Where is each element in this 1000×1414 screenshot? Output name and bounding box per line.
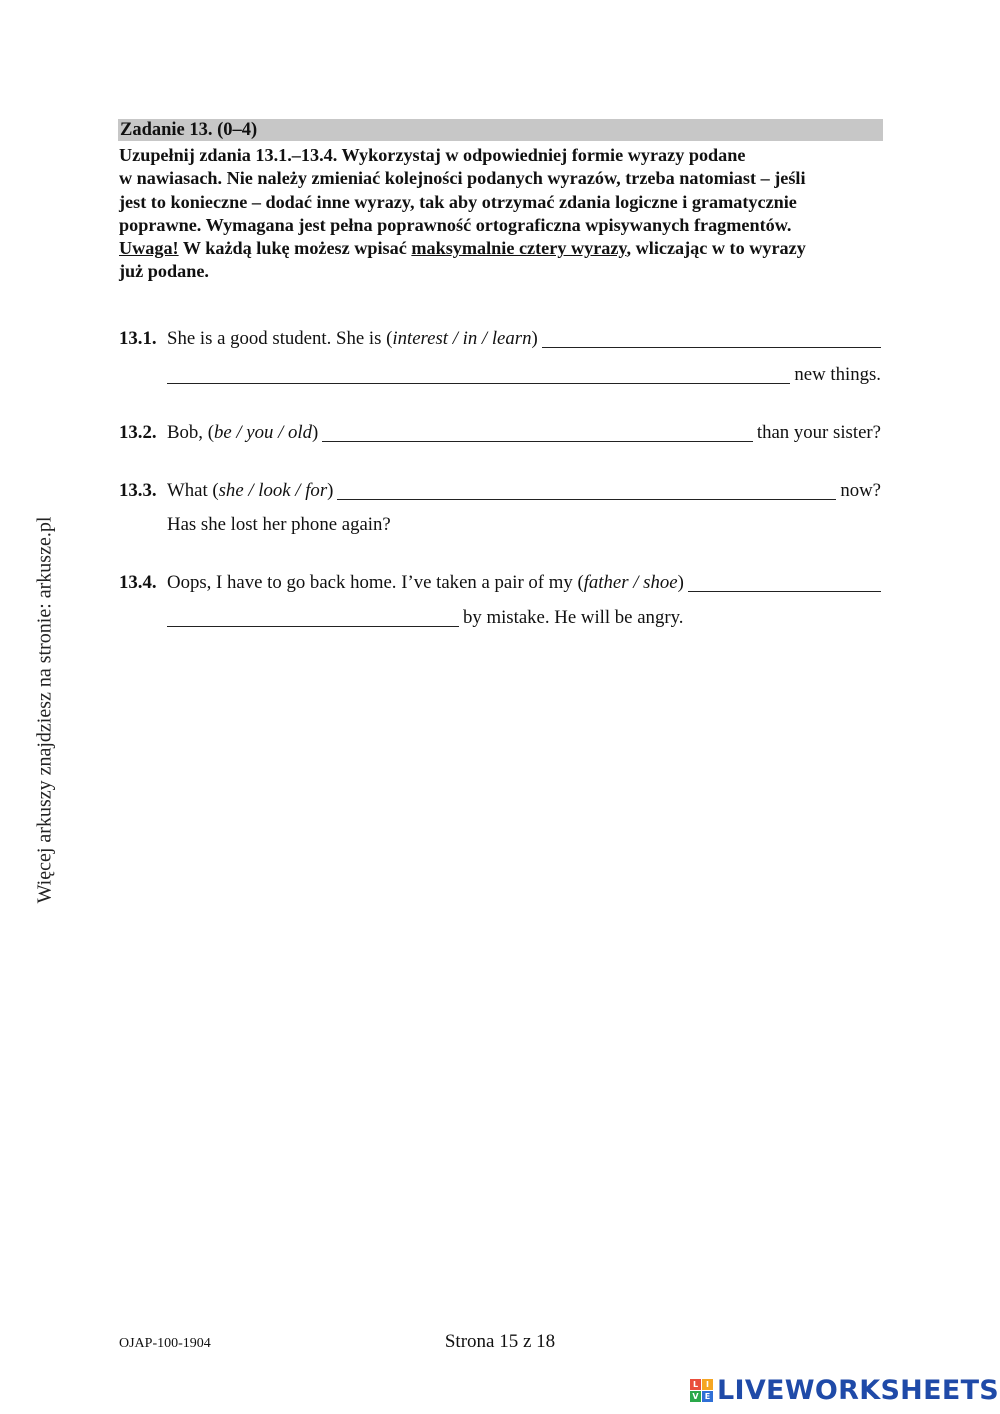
item-number: 13.2.: [119, 422, 157, 443]
answer-gap[interactable]: [322, 423, 753, 442]
item-13-1: [119, 326, 881, 352]
item-text: What (: [167, 480, 219, 501]
answer-gap[interactable]: [688, 573, 881, 592]
item-hint: be / you / old: [213, 422, 313, 443]
item-13-2: [119, 420, 881, 446]
brand-logo-icon: [690, 1379, 713, 1402]
instruction-text: , wliczając w to wyrazy: [626, 238, 806, 259]
instruction-line: Uzupełnij zdania 13.1.–13.4. Wykorzystaj w odpowiedniej formie wyrazy podane: [119, 145, 746, 165]
task-title-bar: [118, 119, 883, 141]
answer-gap[interactable]: [337, 481, 836, 500]
instruction-text: W każdą lukę możesz wpisać: [178, 238, 412, 259]
item-text: She is a good student. She is (: [167, 328, 393, 349]
answer-gap[interactable]: [542, 329, 881, 348]
exam-code: OJAP-100-1904: [119, 1336, 211, 1351]
logo-tile: V: [690, 1391, 701, 1402]
item-hint: interest / in / learn: [392, 328, 532, 349]
item-number: 13.1.: [119, 328, 157, 349]
brand-name: LIVEWORKSHEETS: [717, 1374, 1000, 1406]
item-text: ): [312, 422, 319, 443]
item-text: ): [327, 480, 334, 501]
instruction-line: [119, 237, 881, 260]
item-13-3: [119, 478, 881, 504]
answer-gap[interactable]: [167, 365, 790, 384]
logo-tile: I: [702, 1379, 713, 1390]
item-13-1-continuation: [119, 362, 881, 388]
item-13-3-continuation: [119, 512, 881, 538]
item-number: 13.4.: [119, 572, 157, 593]
task-instructions: [119, 144, 881, 284]
instruction-line: w nawiasach. Nie należy zmieniać kolejności podanych wyrazów, trzeba natomiast – jeśli: [119, 168, 806, 189]
item-text: Has she lost her phone again?: [167, 514, 391, 535]
item-hint: father / shoe: [583, 572, 678, 593]
item-hint: she / look / for: [218, 480, 328, 501]
warning-label: Uwaga!: [119, 238, 179, 259]
item-text: Oops, I have to go back home. I’ve taken a pair of my (: [167, 572, 584, 593]
page-number: Strona 15 z 18: [444, 1331, 556, 1352]
item-text: now?: [840, 480, 881, 501]
side-watermark-text: Więcej arkuszy znajdziesz na stronie: arkusze.pl: [33, 516, 56, 904]
item-text: ): [677, 572, 684, 593]
emphasis-text: maksymalnie cztery wyrazy: [411, 238, 627, 259]
answer-gap[interactable]: [167, 608, 459, 627]
logo-tile: E: [702, 1391, 713, 1402]
item-text: than your sister?: [756, 422, 881, 443]
item-number: 13.3.: [119, 480, 157, 501]
item-13-4: [119, 570, 881, 596]
logo-tile: L: [690, 1379, 701, 1390]
item-text: by mistake. He will be angry.: [463, 607, 684, 628]
instruction-line: już podane.: [119, 261, 209, 282]
item-13-4-continuation: [119, 605, 881, 631]
instruction-line: jest to konieczne – dodać inne wyrazy, tak aby otrzymać zdania logiczne i gramatycznie: [119, 191, 797, 212]
brand-watermark: [690, 1376, 999, 1404]
item-text: ): [531, 328, 538, 349]
instruction-line: poprawne. Wymagana jest pełna poprawność ortograficzna wpisywanych fragmentów.: [119, 214, 792, 235]
task-title: Zadanie 13. (0–4): [120, 120, 258, 140]
item-text: new things.: [794, 364, 881, 385]
item-text: Bob, (: [167, 422, 214, 443]
